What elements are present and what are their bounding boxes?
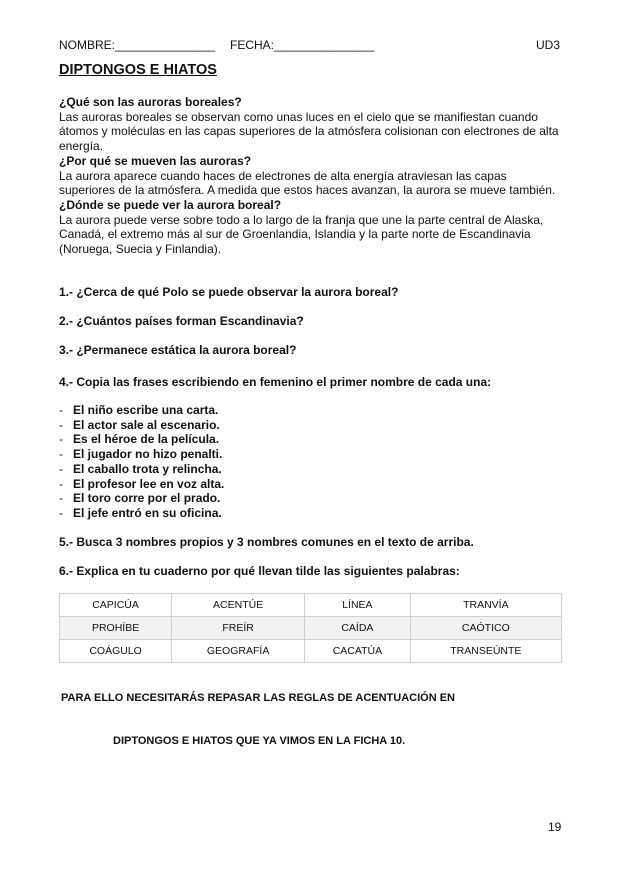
table-cell: CACATÚA xyxy=(305,640,411,663)
page-number: 19 xyxy=(548,820,562,834)
exercise-5: 5.- Busca 3 nombres propios y 3 nombres comunes en el texto de arriba. xyxy=(59,535,474,549)
list-item xyxy=(59,491,224,506)
table-cell: TRANSEÚNTE xyxy=(410,640,561,663)
exercise-4: 4.- Copia las frases escribiendo en femenino el primer nombre de cada una: xyxy=(59,375,492,389)
unit-label: UD3 xyxy=(536,38,561,52)
reading-answer: La aurora aparece cuando haces de electrones de alta energía atraviesan las capas superiores de la atmósfera. A medida que estos haces avanzan, la aurora se mueve también. xyxy=(59,168,556,198)
sentence-text: El toro corre por el prado. xyxy=(73,491,221,506)
table-row xyxy=(60,594,562,617)
sentence-text: El niño escribe una carta. xyxy=(73,403,219,417)
list-item xyxy=(59,403,224,418)
bullet-dash: - xyxy=(59,403,63,417)
bullet-dash: - xyxy=(59,505,63,520)
table-cell: LÍNEA xyxy=(305,594,411,617)
list-item xyxy=(59,418,224,433)
table-row xyxy=(60,617,562,640)
list-item xyxy=(59,506,224,521)
exercise-1: 1.- ¿Cerca de qué Polo se puede observar la aurora boreal? xyxy=(59,285,399,299)
exercise-3: 3.- ¿Permanece estática la aurora boreal? xyxy=(59,343,297,357)
sentence-text: El jugador no hizo penalti. xyxy=(73,447,223,462)
table-row xyxy=(60,640,562,663)
bullet-dash: - xyxy=(59,461,63,476)
date-field-label: FECHA:_______________ xyxy=(230,38,375,52)
reading-question: ¿Qué son las auroras boreales? xyxy=(59,95,242,109)
table-cell: FREÍR xyxy=(172,617,305,640)
list-item xyxy=(59,432,224,447)
table-cell: CAPICÚA xyxy=(60,594,172,617)
name-field-label: NOMBRE:_______________ xyxy=(59,38,216,52)
review-note-line-2: DIPTONGOS E HIATOS QUE YA VIMOS EN LA FICHA 10. xyxy=(113,735,406,747)
reading-answer: La aurora puede verse sobre todo a lo largo de la franja que une la parte central de Alaska, Canadá, el extremo más al sur de Groenlandia, Islandia y la parte norte de Escandinavia (Noruega, Suecia y Finlandia). xyxy=(59,212,544,257)
review-note-line-1: PARA ELLO NECESITARÁS REPASAR LAS REGLAS DE ACENTUACIÓN EN xyxy=(61,692,455,704)
table-cell: CAÍDA xyxy=(305,617,411,640)
sentence-text: Es el héroe de la película. xyxy=(73,432,220,447)
reading-question: ¿Por qué se mueven las auroras? xyxy=(59,153,252,168)
reading-text xyxy=(59,95,564,257)
table-cell: GEOGRAFÍA xyxy=(172,640,305,663)
reading-question: ¿Dónde se puede ver la aurora boreal? xyxy=(59,197,282,212)
exercise-2: 2.- ¿Cuántos países forman Escandinavia? xyxy=(59,314,304,328)
bullet-dash: - xyxy=(59,476,63,491)
bullet-dash: - xyxy=(59,417,63,432)
reading-answer: Las auroras boreales se observan como unas luces en el cielo que se manifiestan cuando átomos y moléculas en las capas superiores de la atmósfera colisionan con electrones de alta energía. xyxy=(59,109,559,154)
table-cell: ACENTÚE xyxy=(172,594,305,617)
bullet-dash: - xyxy=(59,447,63,462)
bullet-dash: - xyxy=(59,432,63,447)
sentence-text: El jefe entró en su oficina. xyxy=(73,505,222,520)
table-cell: COÁGULO xyxy=(60,640,172,663)
table-cell: CAÓTICO xyxy=(410,617,561,640)
sentence-text: El profesor lee en voz alta. xyxy=(73,476,225,491)
sentence-list xyxy=(59,403,224,521)
list-item xyxy=(59,462,224,477)
page-title: DIPTONGOS E HIATOS xyxy=(59,62,217,78)
table-cell: TRANVÍA xyxy=(410,594,561,617)
bullet-dash: - xyxy=(59,491,63,506)
accent-words-table xyxy=(59,593,562,663)
exercise-6: 6.- Explica en tu cuaderno por qué llevan tilde las siguientes palabras: xyxy=(59,564,460,578)
list-item xyxy=(59,477,224,492)
table-cell: PROHÍBE xyxy=(60,617,172,640)
sentence-text: El actor sale al escenario. xyxy=(73,417,220,432)
sentence-text: El caballo trota y relincha. xyxy=(73,461,222,476)
list-item xyxy=(59,447,224,462)
